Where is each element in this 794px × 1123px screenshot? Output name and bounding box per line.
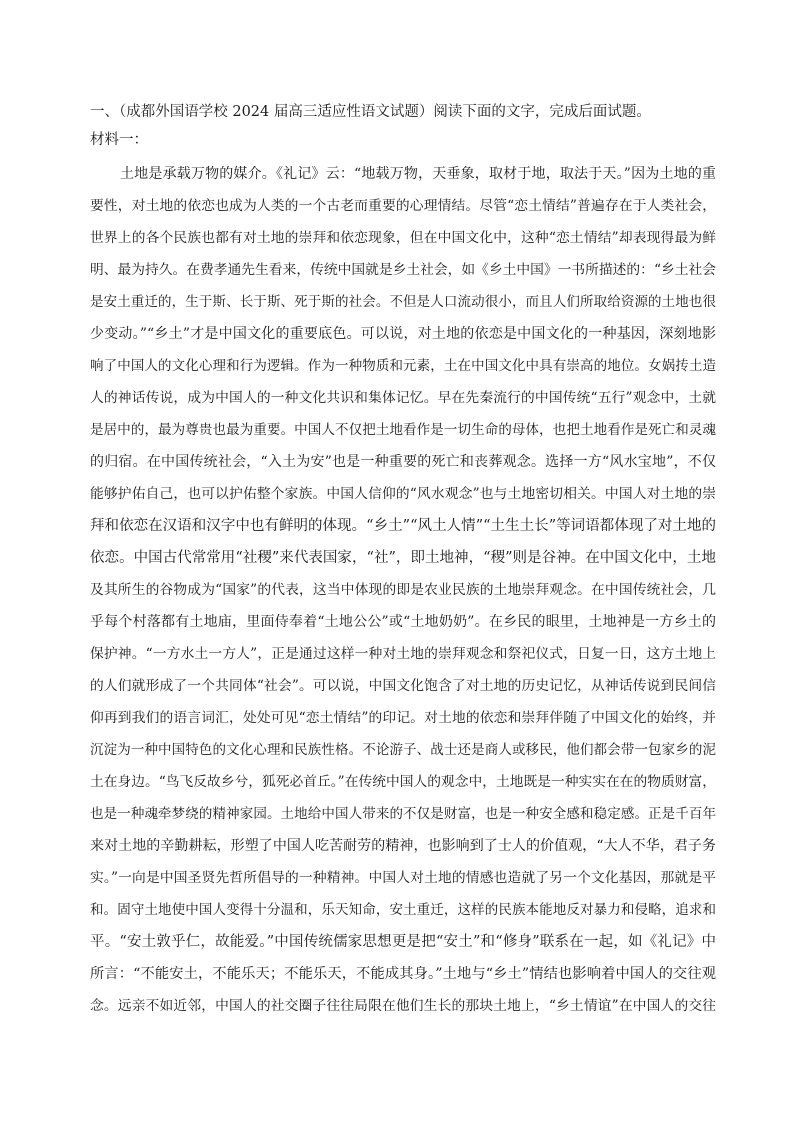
paragraph-line: 的人们就形成了一个共同体“社会”。可以说，中国文化饱含了对土地的历史记忆，从神话传说到民间信 (90, 678, 716, 694)
paragraph-line: 要性，对土地的依恋也成为人类的一个古老而重要的心理情结。尽管“恋土情结”普遍存在于人类社会， (90, 198, 716, 214)
material-label: 材料一： (90, 132, 148, 148)
paragraph-line: 的归宿。在中国传统社会，“入土为安”也是一种重要的死亡和丧葬观念。选择一方“风水宝地”，不仅 (90, 454, 716, 470)
paragraph-line: 是居中的，最为尊贵也最为重要。中国人不仅把土地看作是一切生命的母体，也把土地看作是死亡和灵魂 (90, 422, 716, 438)
paragraph-line: 保护神。“一方水土一方人”，正是通过这样一种对土地的崇拜观念和祭祀仪式，日复一日，这方土地上 (90, 646, 716, 662)
paragraph-line: 土在身边。“鸟飞反故乡兮，狐死必首丘。”在传统中国人的观念中，土地既是一种实实在在的物质财富， (90, 774, 716, 790)
paragraph-line: 是安土重迁的，生于斯、长于斯、死于斯的社会。不但是人口流动很小，而且人们所取给资源的土地也很 (90, 294, 716, 310)
paragraph-line: 念。远亲不如近邻，中国人的社交圈子往往局限在他们生长的那块土地上，“乡土情谊”在中国人的交往 (90, 998, 716, 1014)
paragraph-line: 实。”一向是中国圣贤先哲所倡导的一种精神。中国人对土地的情感也造就了另一个文化基因，那就是平 (90, 870, 716, 886)
paragraph-line: 明、最为持久。在费孝通先生看来，传统中国就是乡土社会，如《乡土中国》一书所描述的：“乡土社会 (90, 262, 716, 278)
paragraph-line: 土地是承载万物的媒介。《礼记》云：“地载万物，天垂象，取材于地，取法于天。”因为土地的重 (120, 166, 716, 182)
paragraph-line: 来对土地的辛勤耕耘，形塑了中国人吃苦耐劳的精神，也影响到了士人的价值观，“大人不华，君子务 (90, 838, 716, 854)
paragraph-line: 依恋。中国古代常常用“社稷”来代表国家，“社”，即土地神，“稷”则是谷神。在中国文化中，土地 (90, 550, 716, 566)
paragraph-line: 响了中国人的文化心理和行为逻辑。作为一种物质和元素，土在中国文化中具有崇高的地位。女娲抟土造 (90, 358, 716, 374)
material-paragraph (90, 158, 716, 1022)
paragraph-line: 人的神话传说，成为中国人的一种文化共识和集体记忆。早在先秦流行的中国传统“五行”观念中，土就 (90, 390, 716, 406)
paragraph-line: 及其所生的谷物成为“国家”的代表，这当中体现的即是农业民族的土地崇拜观念。在中国传统社会，几 (90, 582, 716, 598)
paragraph-line: 和。固守土地使中国人变得十分温和，乐天知命，安土重迁，这样的民族本能地反对暴力和侵略，追求和 (90, 902, 716, 918)
paragraph-line: 世界上的各个民族也都有对土地的崇拜和依恋现象，但在中国文化中，这种“恋土情结”却表现得最为鲜 (90, 230, 716, 246)
paragraph-line: 仰再到我们的语言词汇，处处可见“恋土情结”的印记。对土地的依恋和崇拜伴随了中国文化的始终，并 (90, 710, 716, 726)
paragraph-line: 拜和依恋在汉语和汉字中也有鲜明的体现。“乡土”“风土人情”“土生土长”等词语都体现了对土地的 (90, 518, 716, 534)
paragraph-line: 所言：“不能安土，不能乐天；不能乐天，不能成其身。”土地与“乡土”情结也影响着中国人的交往观 (90, 966, 716, 982)
document-content (90, 98, 716, 1022)
paragraph-line: 沉淀为一种中国特色的文化心理和民族性格。不论游子、战士还是商人或移民，他们都会带一包家乡的泥 (90, 742, 716, 758)
question-heading: 一、（成都外国语学校 2024 届高三适应性语文试题）阅读下面的文字，完成后面试题。 (90, 104, 651, 120)
paragraph-line: 乎每个村落都有土地庙，里面侍奉着“土地公公”或“土地奶奶”。在乡民的眼里，土地神是一方乡土的 (90, 614, 716, 630)
paragraph-line: 能够护佑自己，也可以护佑整个家族。中国人信仰的“风水观念”也与土地密切相关。中国人对土地的崇 (90, 486, 716, 502)
paragraph-line: 也是一种魂牵梦绕的精神家园。土地给中国人带来的不仅是财富，也是一种安全感和稳定感。正是千百年 (90, 806, 716, 822)
paragraph-line: 少变动。”“乡土”才是中国文化的重要底色。可以说，对土地的依恋是中国文化的一种基因，深刻地影 (90, 326, 716, 342)
paragraph-line: 平。“安土敦乎仁，故能爱。”中国传统儒家思想更是把“安土”和“修身”联系在一起，如《礼记》中 (90, 934, 716, 950)
